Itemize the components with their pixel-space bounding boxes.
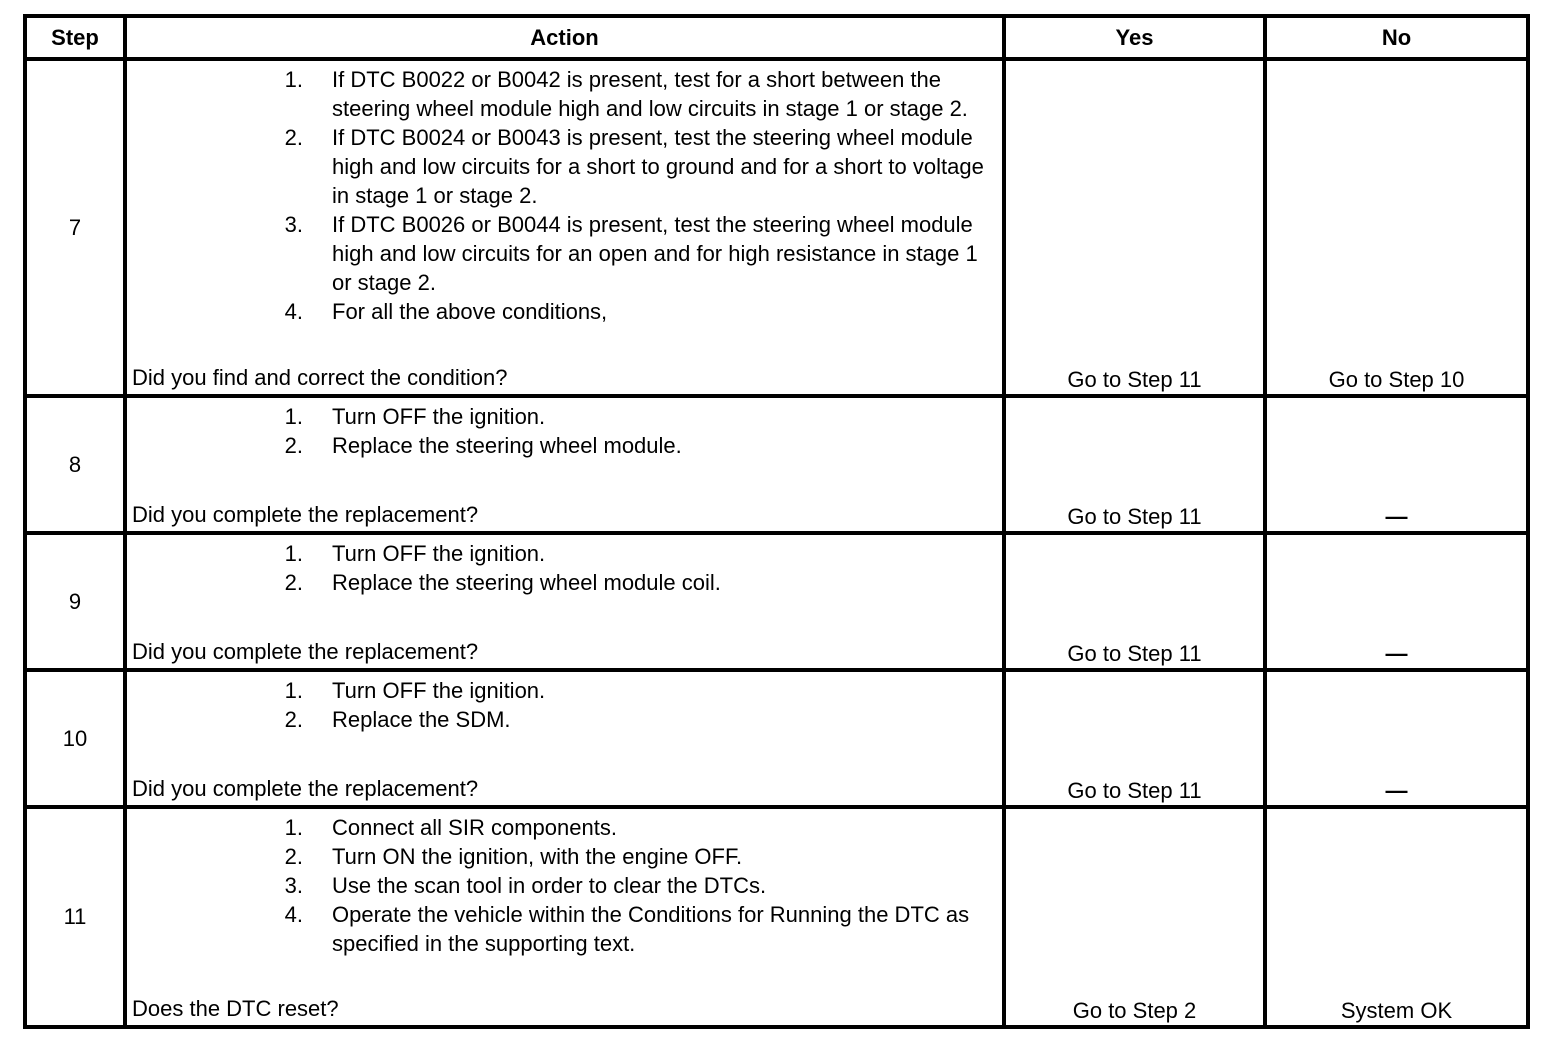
list-item: 4. For all the above conditions, bbox=[284, 299, 608, 324]
list-item: 4. Operate the vehicle within the Conditions for Running the DTC as specified in the supporting text. bbox=[284, 902, 970, 956]
header-row bbox=[25, 16, 1528, 59]
action-list bbox=[127, 402, 998, 460]
header-step: Step bbox=[25, 16, 125, 59]
action-list bbox=[127, 65, 998, 326]
list-item: 1. Connect all SIR components. bbox=[284, 815, 617, 840]
question-text: Does the DTC reset? bbox=[132, 996, 339, 1021]
yes-result: Go to Step 11 bbox=[1004, 533, 1265, 670]
header-yes: Yes bbox=[1004, 16, 1265, 59]
action-list bbox=[127, 813, 998, 958]
table-row bbox=[25, 807, 1528, 1027]
list-item: 1. Turn OFF the ignition. bbox=[284, 541, 546, 566]
no-result: — bbox=[1265, 396, 1528, 533]
list-item: 3. Use the scan tool in order to clear the DTCs. bbox=[284, 873, 767, 898]
action-cell bbox=[125, 396, 1004, 533]
table-row bbox=[25, 396, 1528, 533]
list-item: 1. Turn OFF the ignition. bbox=[284, 404, 546, 429]
action-cell bbox=[125, 807, 1004, 1027]
question-text: Did you complete the replacement? bbox=[132, 776, 479, 801]
yes-result: Go to Step 11 bbox=[1004, 396, 1265, 533]
step-number: 8 bbox=[25, 396, 125, 533]
action-list bbox=[127, 676, 998, 734]
list-item: 1. If DTC B0022 or B0042 is present, test for a short between the steering wheel module high and low circuits in stage 1 or stage 2. bbox=[284, 67, 968, 121]
question-text: Did you complete the replacement? bbox=[132, 639, 479, 664]
step-number: 11 bbox=[25, 807, 125, 1027]
question-text: Did you find and correct the condition? bbox=[132, 365, 508, 390]
no-result: System OK bbox=[1265, 807, 1528, 1027]
step-number: 7 bbox=[25, 59, 125, 396]
header-no: No bbox=[1265, 16, 1528, 59]
table-row bbox=[25, 670, 1528, 807]
table-row bbox=[25, 533, 1528, 670]
list-item: 2. If DTC B0024 or B0043 is present, test the steering wheel module high and low circuits for a short to ground and for a short to voltage in stage 1 or stage 2. bbox=[284, 125, 984, 208]
step-number: 9 bbox=[25, 533, 125, 670]
diagnostic-table bbox=[23, 14, 1530, 1029]
action-cell bbox=[125, 59, 1004, 396]
action-cell bbox=[125, 533, 1004, 670]
list-item: 2. Turn ON the ignition, with the engine OFF. bbox=[284, 844, 743, 869]
list-item: 2. Replace the steering wheel module coil. bbox=[284, 570, 721, 595]
action-cell bbox=[125, 670, 1004, 807]
yes-result: Go to Step 11 bbox=[1004, 670, 1265, 807]
step-number: 10 bbox=[25, 670, 125, 807]
no-result: — bbox=[1265, 533, 1528, 670]
yes-result: Go to Step 2 bbox=[1004, 807, 1265, 1027]
header-action: Action bbox=[125, 16, 1004, 59]
list-item: 2. Replace the steering wheel module. bbox=[284, 433, 682, 458]
list-item: 2. Replace the SDM. bbox=[284, 707, 511, 732]
list-item: 1. Turn OFF the ignition. bbox=[284, 678, 546, 703]
table-row bbox=[25, 59, 1528, 396]
list-item: 3. If DTC B0026 or B0044 is present, test the steering wheel module high and low circuits for an open and for high resistance in stage 1 or stage 2. bbox=[284, 212, 978, 295]
yes-result: Go to Step 11 bbox=[1004, 59, 1265, 396]
action-list bbox=[127, 539, 998, 597]
question-text: Did you complete the replacement? bbox=[132, 502, 479, 527]
no-result: — bbox=[1265, 670, 1528, 807]
no-result: Go to Step 10 bbox=[1265, 59, 1528, 396]
